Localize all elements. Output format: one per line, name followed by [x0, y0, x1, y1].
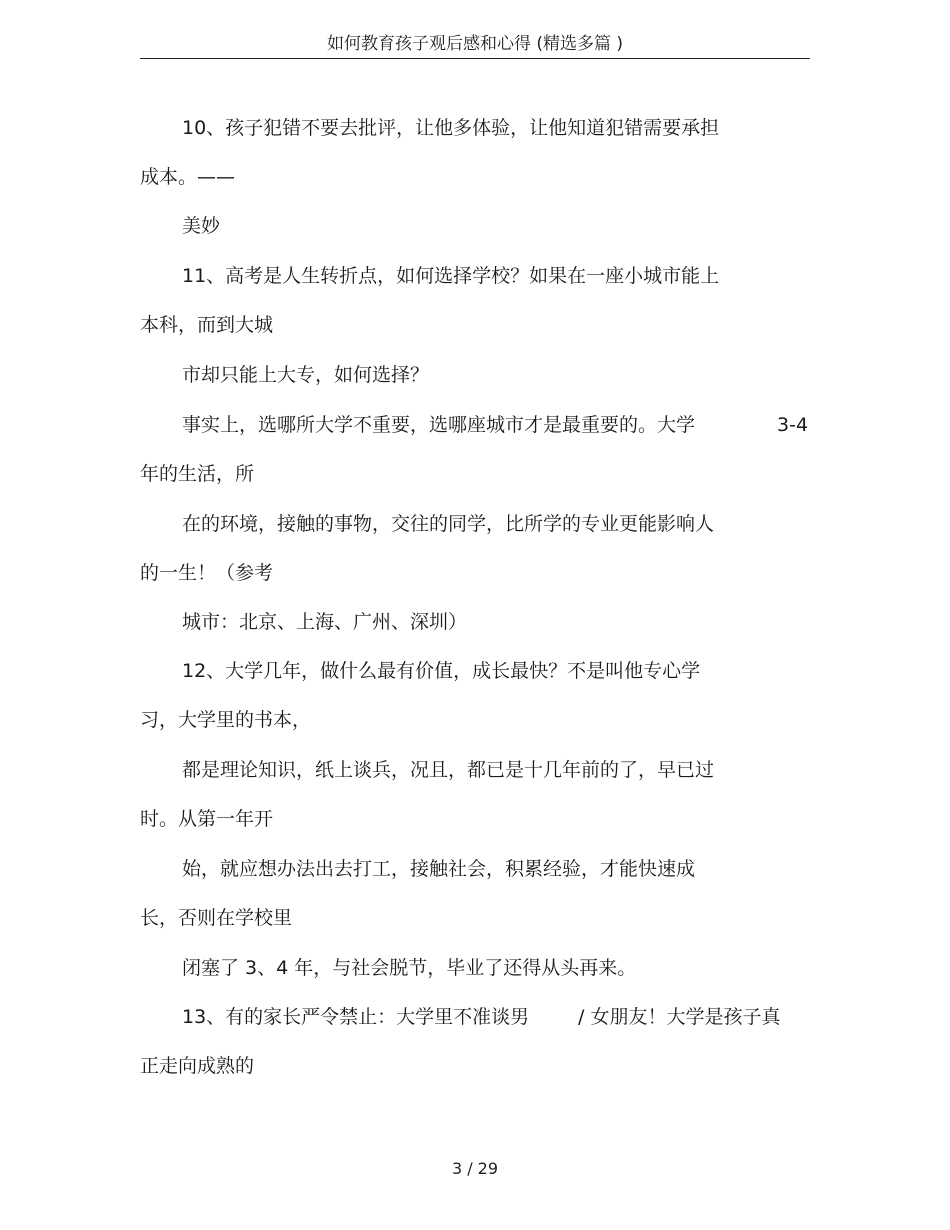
text-line: 正走向成熟的 [140, 1055, 255, 1077]
text-line: 在的环境，接触的事物，交往的同学，比所学的专业更能影响人 [182, 513, 715, 535]
text-line: 美妙 [182, 215, 221, 237]
text-line: 都是理论知识，纸上谈兵，况且，都已是十几年前的了，早已过 [182, 759, 715, 781]
text-line: 11、高考是人生转折点，如何选择学校？如果在一座小城市能上 [182, 265, 720, 287]
text-line: 长，否则在学校里 [140, 907, 293, 929]
text-line: 事实上，选哪所大学不重要，选哪座城市才是最重要的。大学 [182, 414, 696, 436]
text-line: 本科，而到大城 [140, 314, 274, 336]
text-line: / 女朋友！大学是孩子真 [578, 1006, 781, 1028]
text-line: 始，就应想办法出去打工，接触社会，积累经验，才能快速成 [182, 858, 696, 880]
text-line: 习，大学里的书本， [140, 709, 312, 731]
text-line: 13、有的家长严令禁止：大学里不准谈男 [182, 1006, 530, 1028]
text-line: 城市：北京、上海、广州、深圳） [182, 611, 468, 633]
text-line: 市却只能上大专，如何选择？ [182, 364, 430, 386]
text-line: 闭塞了 3、4 年，与社会脱节，毕业了还得从头再来。 [182, 957, 637, 979]
text-line: 10、孩子犯错不要去批评，让他多体验，让他知道犯错需要承担 [182, 117, 720, 139]
page-number: 3 / 29 [451, 1159, 499, 1178]
text-line: 12、大学几年，做什么最有价值，成长最快？不是叫他专心学 [182, 660, 701, 682]
text-line: 的一生！（参考 [140, 562, 274, 584]
page-header-title: 如何教育孩子观后感和心得 (精选多篇 ) [140, 30, 810, 59]
text-line: 时。从第一年开 [140, 808, 274, 830]
text-line: 3-4 [777, 414, 809, 436]
text-line: 年的生活，所 [140, 463, 255, 485]
text-line: 成本。—— [140, 166, 236, 188]
